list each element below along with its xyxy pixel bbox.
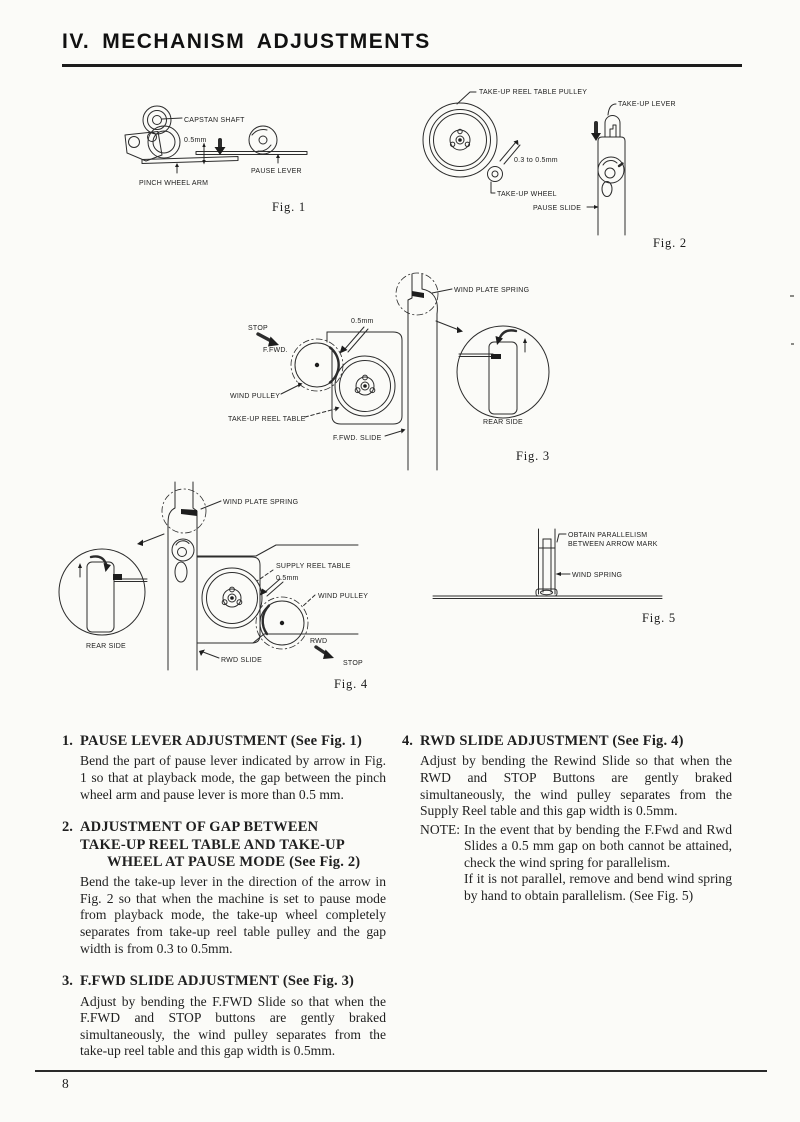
fig3-label-wind-pulley: WIND PULLEY [230,393,281,400]
fig4-label-stop: STOP [343,660,363,667]
fig4-label-wind-plate-spring: WIND PLATE SPRING [223,499,299,506]
fig3-label-rear-side: REAR SIDE [483,419,523,426]
fig4-caption: Fig. 4 [334,677,368,691]
fig5-caption: Fig. 5 [642,611,676,625]
fig5-label-wind-spring: WIND SPRING [572,572,623,579]
section-2-heading [80,819,386,871]
fig2-label-takeup-wheel: TAKE-UP WHEEL [497,191,557,198]
section-3-number: 3. [62,973,73,990]
scan-artifact [790,295,794,297]
fig4-label-wind-pulley: WIND PULLEY [318,593,369,600]
fig4-label-supply-reel-table: SUPPLY REEL TABLE [276,563,351,570]
page-number: 8 [62,1076,69,1091]
fig3-label-wind-plate-spring: WIND PLATE SPRING [454,287,530,294]
section-3-body: Adjust by bending the F.FWD Slide so that when the F.FWD and STOP buttons are gently braked simultaneously, the wind pulley separates from the take-up reel table and this gap width is 0.5mm. [80,993,386,1059]
fig3-illustration [258,273,549,470]
left-column [62,733,386,1076]
fig3-diagram [225,272,565,470]
section-3 [62,973,386,1060]
section-2 [62,819,386,957]
fig3-caption: Fig. 3 [516,449,550,463]
fig2-label-pause-slide: PAUSE SLIDE [533,205,582,212]
fig2-label-takeup-reel-table-pulley: TAKE-UP REEL TABLE PULLEY [479,89,588,96]
fig1-label-capstan-shaft: CAPSTAN SHAFT [184,117,245,124]
fig1-label-gap: 0.5mm [184,137,207,144]
section-1-number: 1. [62,733,73,749]
section-2-number: 2. [62,819,73,836]
fig1-label-pause-lever: PAUSE LEVER [251,168,302,175]
section-4-number: 4. [402,733,413,749]
fig3-label-ffwd-slide: F.FWD. SLIDE [333,435,382,442]
fig5-diagram [425,515,730,637]
section-1-body: Bend the part of pause lever indicated by arrow in Fig. 1 so that at playback mode, the gap between the pinch wheel arm and pause lever is more than 0.5 mm. [80,753,386,802]
section-2-body: Bend the take-up lever in the direction of the arrow in Fig. 2 so that when the machine is set to pause mode from playback mode, the take-up wheel completely separates from take-up reel table pulley and the gap width is from 0.3 to 0.5mm. [80,874,386,956]
fig2-label-gap: 0.3 to 0.5mm [514,157,558,164]
fig3-label-gap: 0.5mm [351,318,374,325]
fig4-label-gap: 0.5mm [276,575,299,582]
note-paragraph-2: If it is not parallel, remove and bend wind spring by hand to obtain parallelism. (See Fig. 5) [464,871,732,904]
section-2-heading-line2: TAKE-UP REEL TABLE AND TAKE-UP [80,836,345,853]
fig3-label-ffwd: F.FWD. [263,347,288,354]
title-divider [62,64,742,67]
fig5-label-obtain-parallelism: OBTAIN PARALLELISM [568,532,648,539]
note-label: NOTE: [420,821,461,837]
fig1-label-pinch-wheel-arm: PINCH WHEEL ARM [139,180,209,187]
section-roman-numeral: IV. [62,30,91,53]
note-body [464,822,732,905]
fig4-label-rear-side: REAR SIDE [86,643,126,650]
section-4-body: Adjust by bending the Rewind Slide so that when the RWD and STOP Buttons are gently braked simultaneously, the wind pulley separates from the Supply Reel table and this gap width is 0.5mm. [420,753,732,819]
scan-artifact [791,343,794,345]
section-2-heading-line3: WHEEL AT PAUSE MODE (See Fig. 2) [107,853,361,870]
fig1-caption: Fig. 1 [272,200,306,214]
footer-divider [35,1070,767,1072]
section-1-heading: PAUSE LEVER ADJUSTMENT (See Fig. 1) [80,733,362,749]
right-column [402,733,732,921]
section-4-heading: RWD SLIDE ADJUSTMENT (See Fig. 4) [420,733,684,749]
fig4-label-rwd-slide: RWD SLIDE [221,657,263,664]
section-2-heading-line1: ADJUSTMENT OF GAP BETWEEN [80,819,319,836]
fig3-label-stop: STOP [248,325,268,332]
fig2-label-takeup-lever: TAKE-UP LEVER [618,101,676,108]
section-4 [402,733,732,905]
fig2-caption: Fig. 2 [653,236,687,250]
fig5-illustration [433,529,662,599]
fig4-label-rwd: RWD [310,638,328,645]
fig4-diagram [60,480,395,700]
section-1 [62,733,386,803]
fig3-label-takeup-reel-table: TAKE-UP REEL TABLE [228,416,306,423]
fig2-diagram [400,85,730,260]
page-title-text: MECHANISM ADJUSTMENTS [102,30,431,53]
page-title [62,30,431,54]
fig5-label-between-arrow-mark: BETWEEN ARROW MARK [568,541,658,548]
section-4-note [420,822,732,905]
section-3-heading: F.FWD SLIDE ADJUSTMENT (See Fig. 3) [80,973,355,990]
note-paragraph-1: In the event that by bending the F.Fwd and Rwd Slides a 0.5 mm gap on both cannot be attained, check the wind spring for parallelism. [464,821,732,870]
fig1-diagram [100,95,330,220]
